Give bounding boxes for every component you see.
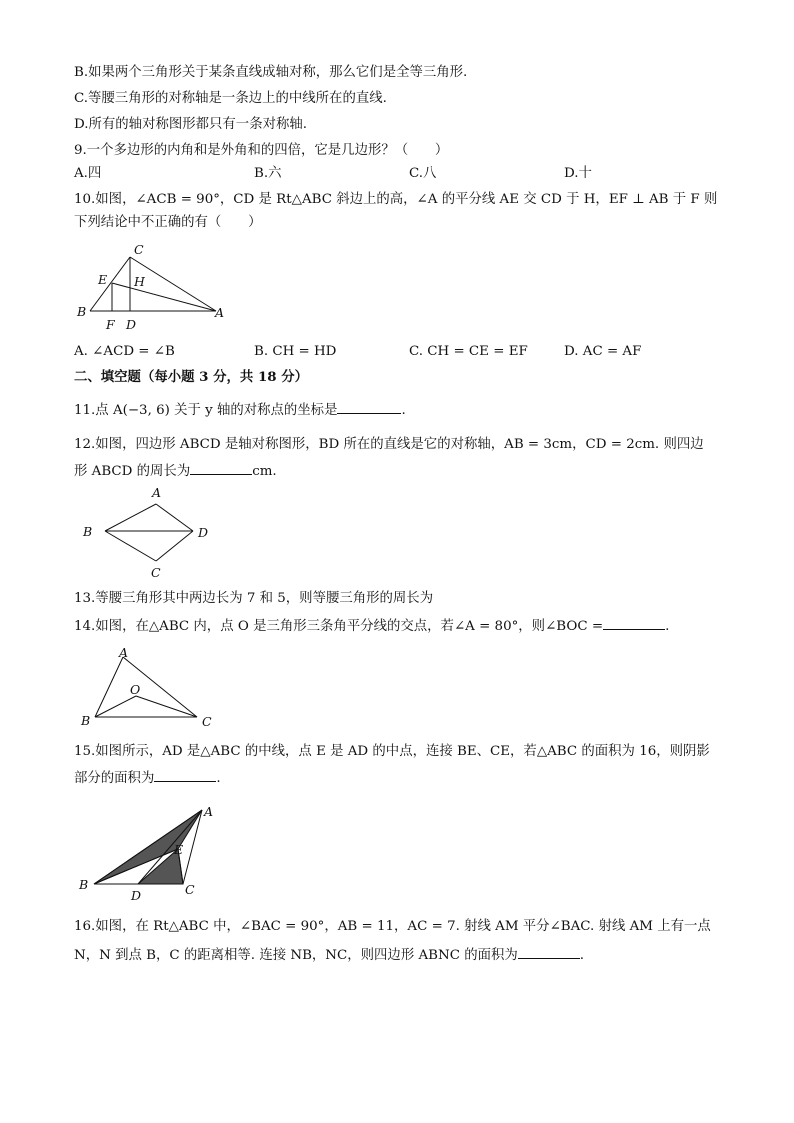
q12-line2 xyxy=(74,460,277,481)
q16-line2 xyxy=(74,944,584,965)
q12-label-d: D xyxy=(198,525,209,540)
q14-stem: 14.如图，在△ABC 内，点 O 是三角形三条角平分线的交点，若∠A = 80°，则∠BOC = xyxy=(74,619,604,634)
q10-option-a: A. ∠ACD = ∠B xyxy=(74,344,175,359)
q15-stem-line1: 15.如图所示，AD 是△ABC 的中线，点 E 是 AD 的中点，连接 BE、CE，若△ABC 的面积为 16，则阴影 xyxy=(74,744,710,759)
q10-stem-line1: 10.如图，∠ACB = 90°，CD 是 Rt△ABC 斜边上的高，∠A 的平分线 AE 交 CD 于 H，EF ⊥ AB 于 F 则 xyxy=(74,192,718,207)
q10-label-a: A xyxy=(215,305,225,320)
q8-option-c: C.等腰三角形的对称轴是一条边上的中线所在的直线. xyxy=(74,91,387,106)
q14 xyxy=(74,615,669,636)
q9-options xyxy=(74,165,724,183)
q9-option-d: D.十 xyxy=(564,166,592,181)
q10-option-c: C. CH = CE = EF xyxy=(409,344,528,359)
q10-options xyxy=(74,343,724,361)
section-heading: 二、填空题（每小题 3 分，共 18 分） xyxy=(74,369,309,385)
q12-figure xyxy=(80,484,220,584)
q9-option-c: C.八 xyxy=(409,166,437,181)
q11 xyxy=(74,399,406,420)
q14-answer-blank[interactable] xyxy=(603,615,665,630)
q8-option-d: D.所有的轴对称图形都只有一条对称轴. xyxy=(74,117,308,132)
q15-end: . xyxy=(216,771,221,786)
q16-answer-blank[interactable] xyxy=(518,944,580,959)
q12-stem-line1: 12.如图，四边形 ABCD 是轴对称图形，BD 所在的直线是它的对称轴，AB = 3cm，CD = 2cm. 则四边 xyxy=(74,437,704,452)
q11-end: . xyxy=(401,403,406,418)
q16-end: . xyxy=(579,948,585,963)
q12-label-a: A xyxy=(152,485,162,500)
q12-label-b: B xyxy=(83,524,93,539)
q16-stem-line2: N，N 到点 B，C 的距离相等. 连接 NB，NC，则四边形 ABNC 的面积为 xyxy=(74,948,518,963)
q10-option-b: B. CH = HD xyxy=(254,344,337,359)
q10-label-d: D xyxy=(126,317,137,332)
q15-label-b: B xyxy=(79,877,89,892)
q10-option-d: D. AC = AF xyxy=(564,344,642,359)
q8-option-b: B.如果两个三角形关于某条直线成轴对称，那么它们是全等三角形. xyxy=(74,65,468,80)
q14-label-a: A xyxy=(119,645,129,660)
q15-label-c: C xyxy=(185,882,195,897)
q15-figure xyxy=(76,800,226,906)
q11-answer-blank[interactable] xyxy=(337,399,401,414)
q10-stem-line2: 下列结论中不正确的有（ ） xyxy=(74,215,262,230)
q15-stem-line2: 部分的面积为 xyxy=(74,771,155,786)
q9-stem: 9.一个多边形的内角和是外角和的四倍，它是几边形？（ ） xyxy=(74,143,449,158)
q14-figure xyxy=(76,644,226,734)
q10-label-b: B xyxy=(77,304,87,319)
q10-label-f: F xyxy=(106,317,115,332)
q9-option-a: A.四 xyxy=(74,166,102,181)
q16-stem-line1: 16.如图，在 Rt△ABC 中，∠BAC = 90°，AB = 11，AC = 7. 射线 AM 平分∠BAC. 射线 AM 上有一点 xyxy=(74,919,711,934)
q14-label-o: O xyxy=(130,682,141,697)
q11-stem: 11.点 A(−3, 6) 关于 y 轴的对称点的坐标是 xyxy=(74,403,338,418)
q15-line2 xyxy=(74,767,221,788)
q15-answer-blank[interactable] xyxy=(154,767,216,782)
q15-label-d: D xyxy=(131,888,142,903)
q12-answer-blank[interactable] xyxy=(190,460,252,475)
q12-unit: cm. xyxy=(252,464,277,479)
q13-stem: 13.等腰三角形其中两边长为 7 和 5，则等腰三角形的周长为 xyxy=(74,591,434,606)
q14-label-b: B xyxy=(81,713,91,728)
q10-figure xyxy=(70,240,230,335)
q9-option-b: B.六 xyxy=(254,166,282,181)
q15-label-e: E xyxy=(174,842,184,857)
q15-label-a: A xyxy=(204,804,214,819)
q14-end: . xyxy=(665,619,670,634)
q12-label-c: C xyxy=(151,565,161,580)
q10-label-e: E xyxy=(98,272,108,287)
q12-stem-line2: 形 ABCD 的周长为 xyxy=(74,464,191,479)
q10-label-c: C xyxy=(134,242,144,257)
q14-label-c: C xyxy=(202,714,212,729)
q10-label-h: H xyxy=(134,274,145,289)
